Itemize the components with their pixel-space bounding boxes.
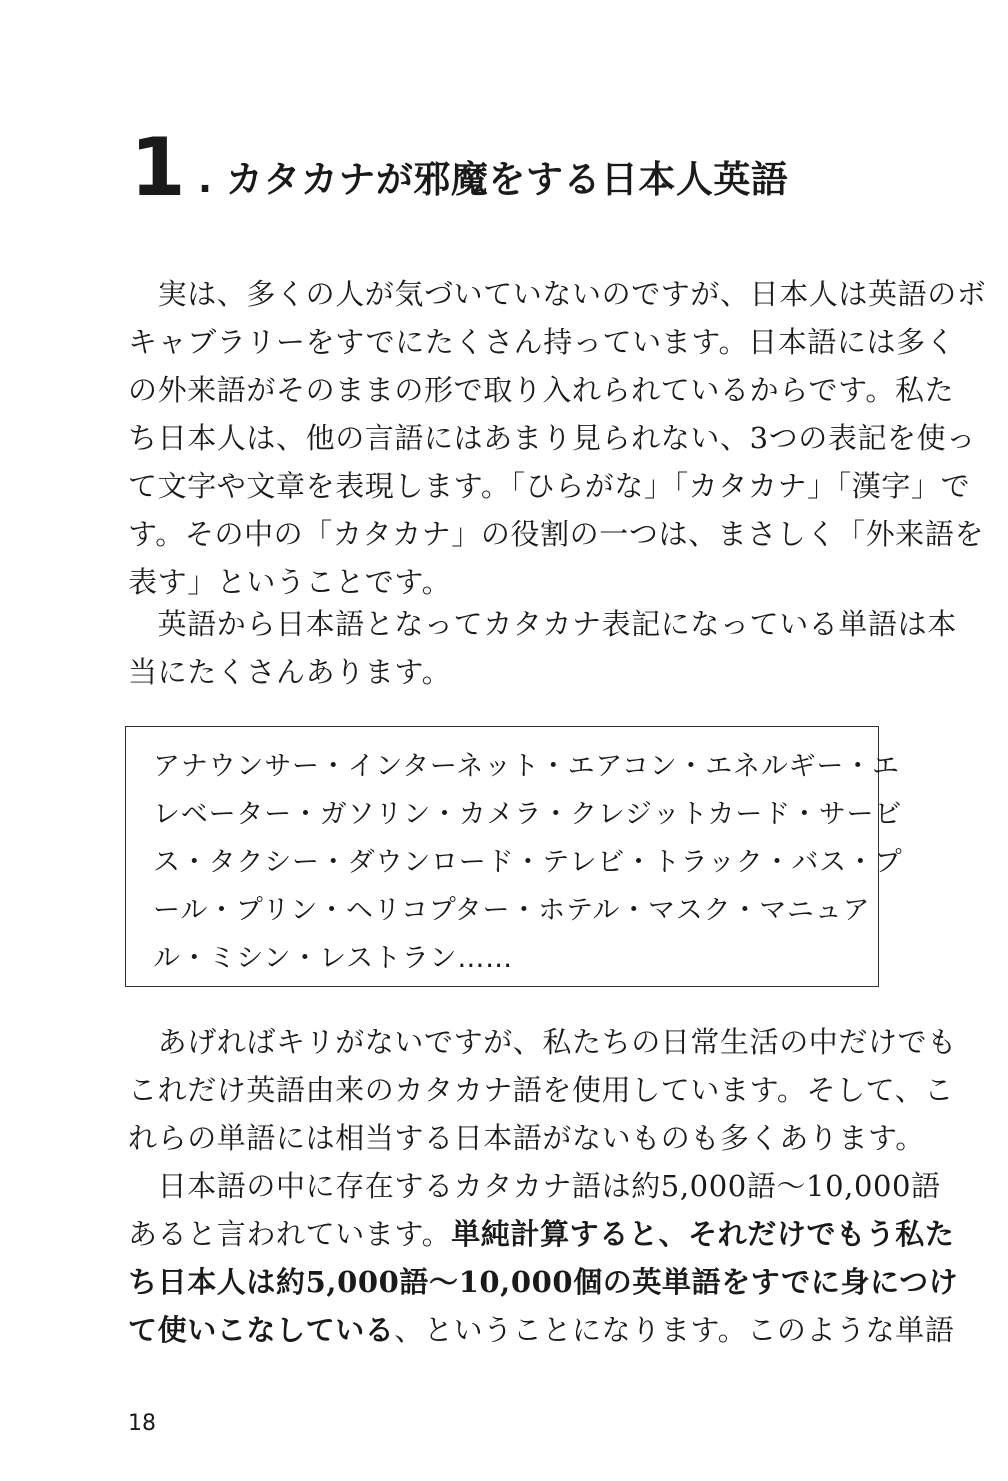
- emphasized-text: ち日本人は約5,000語～10,000個の英単語をすでに身につけ: [128, 1265, 959, 1299]
- paragraph-vocabulary-count: [128, 1162, 958, 1354]
- text-line: て文字や文章を表現します。「ひらがな」「カタカナ」「漢字」で: [128, 469, 971, 503]
- emphasized-text: て使いこなしている: [128, 1313, 395, 1347]
- word-list-line: ス・タクシー・ダウンロード・テレビ・トラック・バス・プ: [153, 847, 903, 878]
- text-line: 当にたくさんあります。: [128, 655, 452, 689]
- text-line: これだけ英語由来のカタカナ語を使用しています。そして、こ: [128, 1073, 954, 1107]
- word-list-line: ル・ミシン・レストラン……: [153, 943, 513, 974]
- text-line: [128, 1210, 958, 1258]
- page-number: 18: [128, 1411, 156, 1436]
- plain-text: 、ということになります。このような単語: [394, 1313, 955, 1347]
- word-list-line: アナウンサー・インターネット・エアコン・エネルギー・エ: [153, 751, 900, 782]
- katakana-word-box: [125, 726, 903, 987]
- plain-text: あると言われています。: [128, 1217, 452, 1251]
- text-line: す。その中の「カタカナ」の役割の一つは、まさしく「外来語を: [128, 517, 985, 551]
- word-list-line: レベーター・ガソリン・カメラ・クレジットカード・サービ: [153, 799, 903, 830]
- text-line: 表す」ということです。: [128, 565, 452, 599]
- emphasized-text: 単純計算すると、それだけでもう私た: [451, 1217, 955, 1251]
- section-heading: [130, 121, 890, 214]
- text-line: [128, 1306, 958, 1354]
- text-line: キャブラリーをすでにたくさん持っています。日本語には多く: [128, 325, 956, 359]
- paragraph-intro: [128, 270, 986, 606]
- word-list: [153, 743, 903, 983]
- section-number: 1: [130, 121, 184, 214]
- section-title: . カタカナが邪魔をする日本人英語: [198, 158, 789, 201]
- paragraph-daily-life: [128, 1018, 957, 1162]
- text-line: 日本語の中に存在するカタカナ語は約5,000語～10,000語: [128, 1169, 941, 1203]
- text-line: 実は、多くの人が気づいていないのですが、日本人は英語のボ: [128, 277, 987, 311]
- text-line: あげればキリがないですが、私たちの日常生活の中だけでも: [128, 1025, 957, 1059]
- word-list-line: ール・プリン・ヘリコプター・ホテル・マスク・マニュア: [153, 895, 871, 926]
- text-line: れらの単語には相当する日本語がないものも多くあります。: [128, 1121, 925, 1155]
- paragraph-katakana-words: [128, 600, 957, 696]
- text-line: 英語から日本語となってカタカナ表記になっている単語は本: [128, 607, 957, 641]
- text-line: の外来語がそのままの形で取り入れられているからです。私た: [128, 373, 955, 407]
- text-line: ち日本人は、他の言語にはあまり見られない、3つの表記を使っ: [128, 421, 976, 455]
